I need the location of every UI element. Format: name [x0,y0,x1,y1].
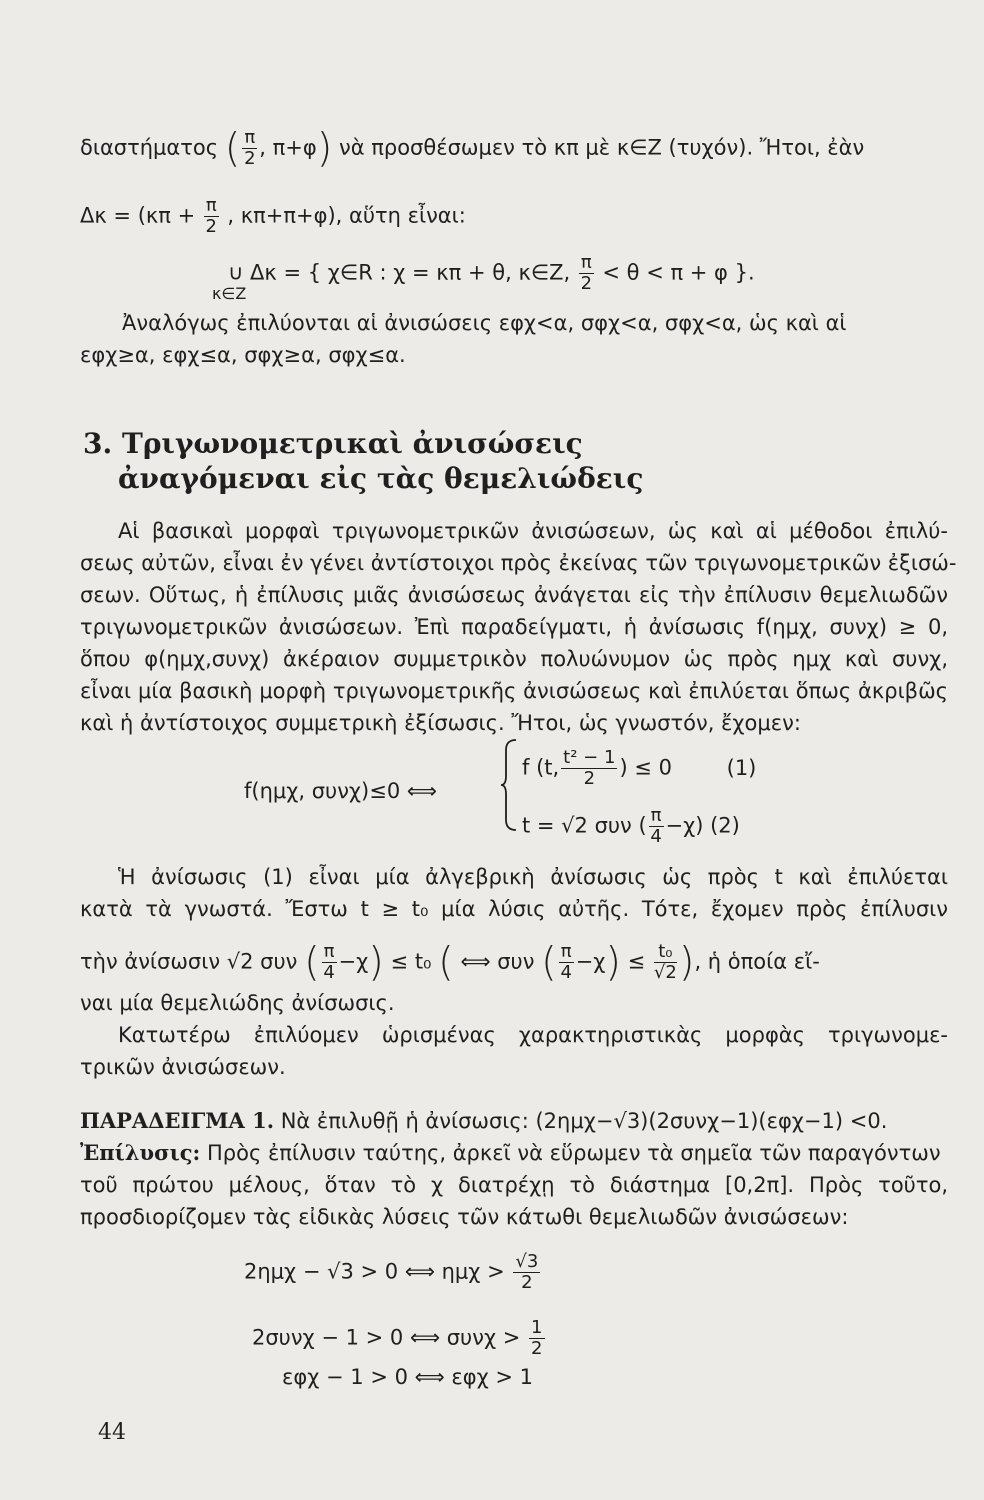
para1-line: Αἱ βασικαὶ μορφαὶ τριγωνομετρικῶν ἀνισώσεων, ὡς καὶ αἱ μέθοδοι ἐπιλύ- [118,519,948,543]
system-lhs: f(ημχ, συνχ)≤0 ⟺ [244,779,437,803]
union-subscript: κ∈Z [212,284,247,303]
system-eq-1: f (t, $\frac{\text{t² − 1}}{2}$ ) ≤ 0 (1) [522,747,757,789]
top-line-1: διαστήματος ( $\frac{\pi}{2}$ , π+φ) νὰ προσθέσωμεν τὸ κπ μὲ κ∈Z (τυχόν). Ἤτοι, ἐὰν [80,125,865,172]
para1-line: σεων. Οὕτως, ἡ ἐπίλυσις μιᾶς ἀνισώσεως ἀνάγεται εἰς τὴν ἐπίλυσιν θεμελιωδῶν [80,583,948,607]
example-line-3: τοῦ πρώτου μέλους, ὅταν τὸ χ διατρέχῃ τὸ διάστημα [0,2π]. Πρὸς τοῦτο, [80,1173,948,1197]
para1-line: καὶ ἡ ἀντίστοιχος συμμετρικὴ ἐξίσωσις. Ἤτοι, ὡς γνωστόν, ἔχομεν: [80,711,801,735]
para2-line: ναι μία θεμελιώδης ἀνίσωσις. [80,991,395,1015]
para2-line: κατὰ τὰ γνωστά. Ἔστω t ≥ t₀ μία λύσις αὐτῆς. Τότε, ἔχομεν πρὸς ἐπίλυσιν [80,897,948,921]
para2-line-3: τὴν ἀνίσωσιν √2 συν ( $\frac{\pi}{4}$ −χ) ≤ t₀ ( ⟺ συν ( $\frac{\pi}{4}$ −χ) ≤ $\frac{\text{t₀}}{√2}$ ), ἡ ὁποία εἴ- [80,939,820,986]
inequality-2: 2συνχ − 1 > 0 ⟺ συνχ > $\frac{1}{2}$ [252,1317,543,1359]
example-line-2: Ἐπίλυσις: Πρὸς ἐπίλυσιν ταύτης, ἀρκεῖ νὰ εὕρωμεν τὰ σημεῖα τῶν παραγόντων [80,1140,941,1165]
para1-line: τριγωνομετρικῶν ἀνισώσεων. Ἐπὶ παραδείγματι, ἡ ἀνίσωσις f(ημχ, συνχ) ≥ 0, [80,615,948,639]
para2-line: Ἡ ἀνίσωσις (1) εἶναι μία ἀλγεβρικὴ ἀνίσωσις ὡς πρὸς t καὶ ἐπιλύεται [118,865,948,889]
analog-line-2: εφχ≥α, εφχ≤α, σφχ≥α, σφχ≤α. [80,343,406,367]
section-title-2: ἀναγόμεναι εἰς τὰς θεμελιώδεις [118,462,644,495]
example-line-4: προσδιορίζομεν τὰς εἰδικὰς λύσεις τῶν κάτωθι θεμελιωδῶν ἀνισώσεων: [80,1205,849,1229]
para1-line: εἶναι μία βασικὴ μορφὴ τριγωνομετρικῆς ἀνισώσεως καὶ ἐπιλύεται ὅπως ἀκριβῶς [80,679,948,703]
system-eq-2: t = √2 συν ( $\frac{\pi}{4}$ −χ) (2) [522,805,740,847]
page-number: 44 [98,1420,126,1445]
system-brace [500,738,518,832]
para1-line: ὅπου φ(ημχ,συνχ) ἀκέραιον συμμετρικὸν πολυώνυμον ὡς πρὸς ημχ καὶ συνχ, [80,647,948,671]
analog-line-1: Ἀναλόγως ἐπιλύονται αἱ ἀνισώσεις εφχ<α, σφχ<α, σφχ<α, ὡς καὶ αἱ [122,311,847,335]
para1-line: σεως αὐτῶν, εἶναι ἐν γένει ἀντίστοιχοι πρὸς ἐκείνας τῶν τριγωνομετρικῶν ἐξισώ- [80,551,957,575]
para2-line: Κατωτέρω ἐπιλύομεν ὡρισμένας χαρακτηριστικὰς μορφὰς τριγωνομε- [118,1023,948,1047]
inequality-1: 2ημχ − √3 > 0 ⟺ ημχ > $\frac{√3}{2}$ [244,1251,539,1293]
inequality-3: εφχ − 1 > 0 ⟺ εφχ > 1 [282,1365,534,1389]
top-line-2: Δκ = (κπ + $\frac{\pi}{2}$ , κπ+π+φ), αὕτη εἶναι: [80,195,466,237]
para2-line: τρικῶν ἀνισώσεων. [80,1055,286,1079]
example-line-1: ΠΑΡΑΔΕΙΓΜΑ 1. Νὰ ἐπιλυθῇ ἡ ἀνίσωσις: (2ημχ−√3)(2συνχ−1)(εφχ−1) <0. [80,1108,888,1133]
section-title-1: 3. Τριγωνομετρικαὶ ἀνισώσεις [83,427,583,460]
union-line: ∪ Δκ = { χ∈R : χ = κπ + θ, κ∈Z, $\frac{\pi}{2}$ < θ < π + φ }. [228,252,755,294]
brace-icon [500,738,518,832]
